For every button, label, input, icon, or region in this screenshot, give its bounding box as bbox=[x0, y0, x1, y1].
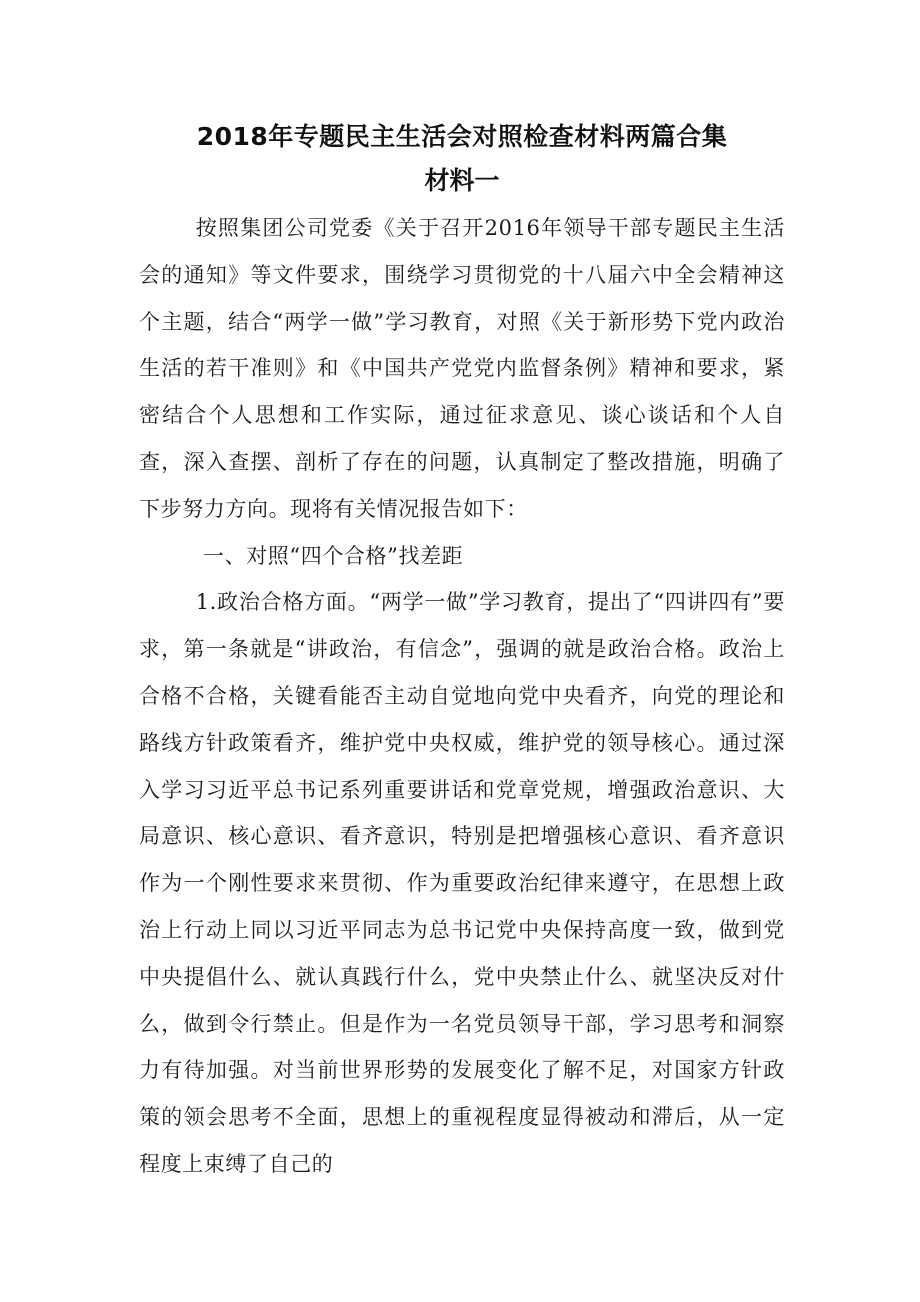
body-paragraph: 1.政治合格方面。“两学一做”学习教育，提出了“四讲四有”要求，第一条就是“讲政治，有信念”，强调的就是政治合格。政治上合格不合格，关键看能否主动自觉地向党中央看齐，向党的理论和路线方针政策看齐，维护党中央权威，维护党的领导核心。通过深入学习习近平总书记系列重要讲话和党章党规，增强政治意识、大局意识、核心意识、看齐意识，特别是把增强核心意识、看齐意识作为一个刚性要求来贯彻、作为重要政治纪律来遵守，在思想上政治上行动上同以习近平同志为总书记党中央保持高度一致，做到党中央提倡什么、就认真践行什么，党中央禁止什么、就坚决反对什么，做到令行禁止。但是作为一名党员领导干部，学习思考和洞察力有待加强。对当前世界形势的发展变化了解不足，对国家方针政策的领会思考不全面，思想上的重视程度显得被动和滞后，从一定程度上束缚了自己的 bbox=[139, 590, 785, 1176]
section-heading: 一、对照“四个合格”找差距 bbox=[203, 543, 464, 568]
document-body bbox=[139, 115, 785, 1188]
document-title: 2018年专题民主生活会对照检查材料两篇合集 bbox=[196, 122, 728, 151]
intro-paragraph: 按照集团公司党委《关于召开2016年领导干部专题民主生活会的通知》等文件要求，围绕学习贯彻党的十八届六中全会精神这个主题，结合“两学一做”学习教育，对照《关于新形势下党内政治生活的若干准则》和《中国共产党党内监督条例》精神和要求，紧密结合个人思想和工作实际，通过征求意见、谈心谈话和个人自查，深入查摆、剖析了存在的问题，认真制定了整改措施，明确了下步努力方向。现将有关情况报告如下： bbox=[139, 216, 785, 521]
document-subtitle: 材料一 bbox=[424, 166, 500, 195]
